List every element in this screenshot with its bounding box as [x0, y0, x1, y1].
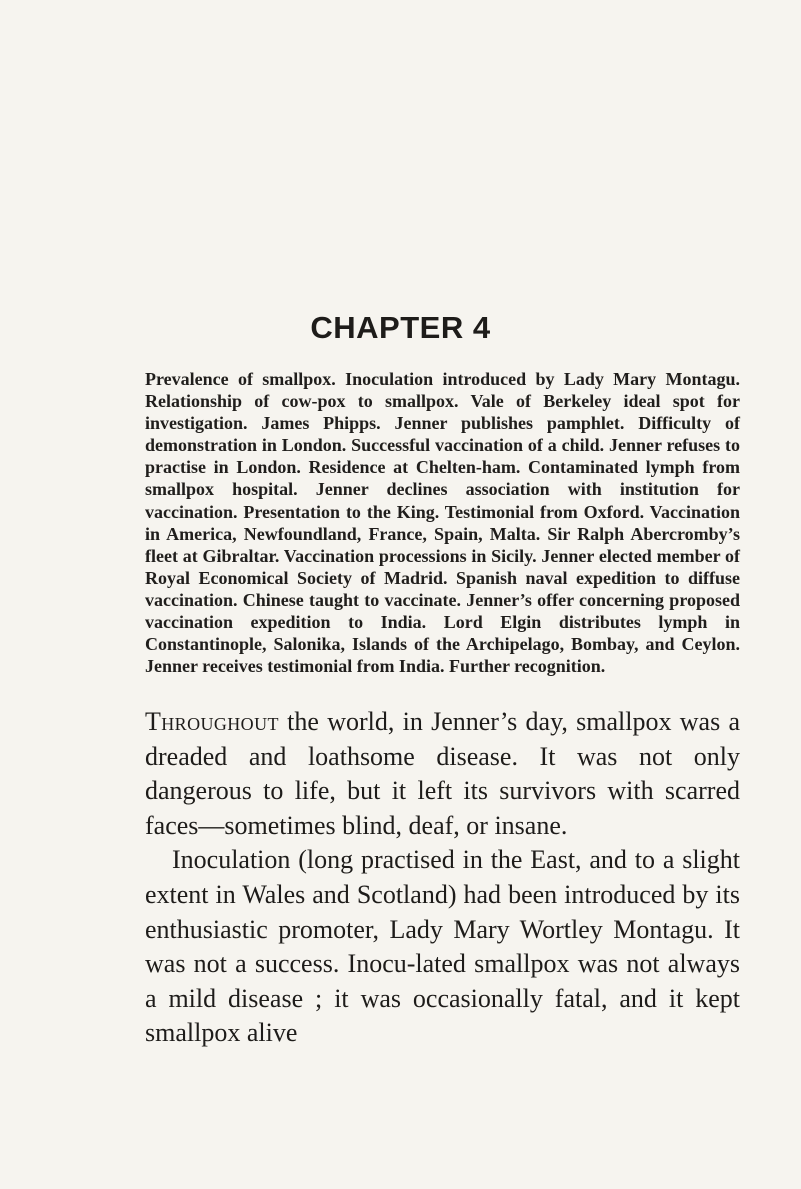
body-text — [145, 705, 740, 1051]
body-paragraph-2: Inoculation (long practised in the East, and to a slight extent in Wales and Scotland) had been introduced by its enthusiastic promoter, Lady Mary Wortley Montagu. It was not a success. Inocu-lated smallpox was not always a mild disease ; it was occasionally fatal, and it kept smallpox alive — [145, 845, 740, 1048]
body-paragraph-1 — [145, 705, 740, 843]
opening-word: Throughout — [145, 707, 279, 736]
chapter-summary: Prevalence of smallpox. Inoculation introduced by Lady Mary Montagu. Relationship of cow-pox to smallpox. Vale of Berkeley ideal spot for investigation. James Phipps. Jenner publishes pamphlet. Difficulty of demonstration in London. Successful vaccination of a child. Jenner refuses to practise in London. Residence at Chelten-ham. Contaminated lymph from smallpox hospital. Jenner declines association with institution for vaccination. Presentation to the King. Testimonial from Oxford. Vaccination in America, Newfoundland, France, Spain, Malta. Sir Ralph Abercromby’s fleet at Gibraltar. Vaccination processions in Sicily. Jenner elected member of Royal Economical Society of Madrid. Spanish naval expedition to diffuse vaccination. Chinese taught to vaccinate. Jenner’s offer concerning proposed vaccination expedition to India. Lord Elgin distributes lymph in Constantinople, Salonika, Islands of the Archipelago, Bombay, and Ceylon. Jenner receives testimonial from India. Further recognition. — [145, 369, 740, 677]
chapter-heading: CHAPTER 4 — [310, 310, 491, 345]
paragraph-1-text: the world, in Jenner’s day, smallpox was a dreaded and loathsome disease. It was not only dangerous to life, but it left its survivors with scarred faces—sometimes blind, deaf, or insane. — [145, 707, 740, 840]
